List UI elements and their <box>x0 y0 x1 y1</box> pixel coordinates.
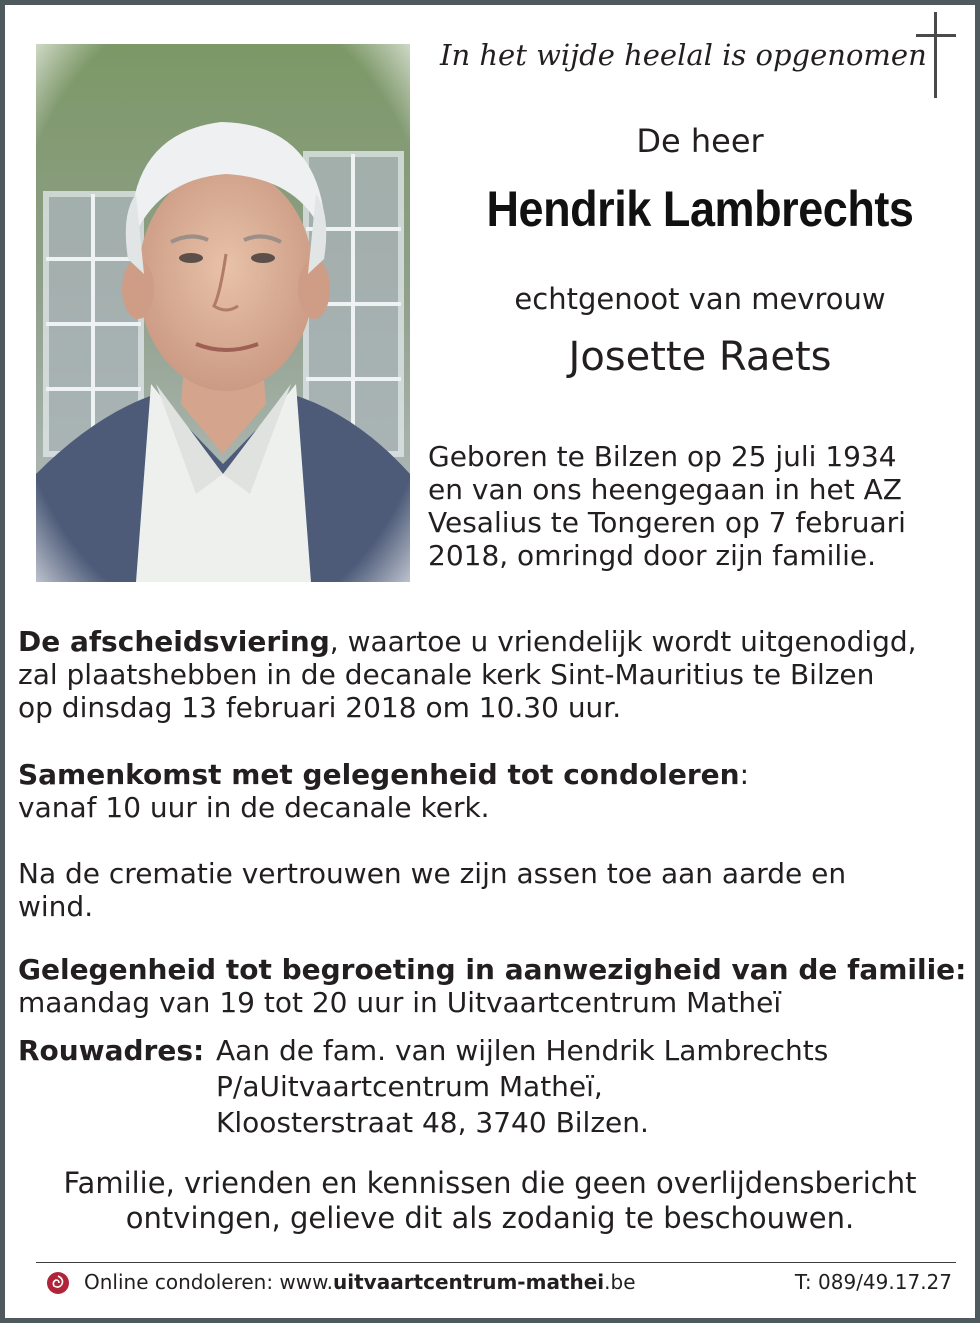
gathering-label: Samenkomst met gelegenheid tot condoleren <box>18 758 740 791</box>
closing-line: Familie, vrienden en kennissen die geen overlijdensbericht <box>63 1166 917 1200</box>
spouse-name: Josette Raets <box>568 334 832 380</box>
address-line: Aan de fam. van wijlen Hendrik Lambrechts <box>216 1034 829 1067</box>
birth-paragraph <box>428 440 958 572</box>
spouse-intro: echtgenoot van mevrouw <box>514 282 886 316</box>
gathering-colon: : <box>739 758 749 791</box>
condolence-tld: .be <box>604 1270 636 1294</box>
mourning-address <box>18 1033 828 1141</box>
ceremony-paragraph <box>18 625 963 724</box>
closing-line: ontvingen, gelieve dit als zodanig te beschouwen. <box>125 1201 855 1235</box>
rose-icon <box>46 1271 70 1295</box>
birth-line: Geboren te Bilzen op 25 juli 1934 <box>428 440 897 473</box>
closing-paragraph <box>10 1166 970 1236</box>
cremation-line: wind. <box>18 890 94 923</box>
cross-icon <box>916 12 956 98</box>
footer-divider <box>36 1262 956 1263</box>
gathering-paragraph <box>18 758 963 824</box>
deceased-title: De heer <box>636 122 764 160</box>
portrait-photo <box>36 44 410 582</box>
address-label: Rouwadres: <box>18 1034 205 1067</box>
ceremony-line: op dinsdag 13 februari 2018 om 10.30 uur. <box>18 691 622 724</box>
address-line: P/aUitvaartcentrum Matheï, <box>216 1070 603 1103</box>
cremation-line: Na de crematie vertrouwen we zijn assen toe aan aarde en <box>18 857 847 890</box>
ceremony-text: , waartoe u vriendelijk wordt uitgenodigd, <box>329 625 917 658</box>
condolence-domain: uitvaartcentrum-mathei <box>333 1270 605 1294</box>
footer <box>46 1269 956 1299</box>
visitation-label: Gelegenheid tot begroeting in aanwezigheid van de familie: <box>18 953 967 986</box>
online-condolence-link[interactable] <box>84 1270 636 1294</box>
condolence-label: Online condoleren: www. <box>84 1270 334 1294</box>
visitation-paragraph <box>18 953 967 1019</box>
cremation-paragraph <box>18 857 963 923</box>
visitation-line: maandag van 19 tot 20 uur in Uitvaartcentrum Matheï <box>18 986 782 1019</box>
address-line: Kloosterstraat 48, 3740 Bilzen. <box>216 1106 649 1139</box>
gathering-line: vanaf 10 uur in de decanale kerk. <box>18 791 490 824</box>
ceremony-line: zal plaatshebben in de decanale kerk Sint-Mauritius te Bilzen <box>18 658 875 691</box>
motto-text: In het wijde heelal is opgenomen <box>440 38 927 72</box>
deceased-name: Hendrik Lambrechts <box>486 181 914 237</box>
ceremony-label: De afscheidsviering <box>18 625 330 658</box>
birth-line: en van ons heengegaan in het AZ <box>428 473 902 506</box>
birth-line: 2018, omringd door zijn familie. <box>428 539 877 572</box>
phone-number: T: 089/49.17.27 <box>794 1270 952 1294</box>
birth-line: Vesalius te Tongeren op 7 februari <box>428 506 906 539</box>
